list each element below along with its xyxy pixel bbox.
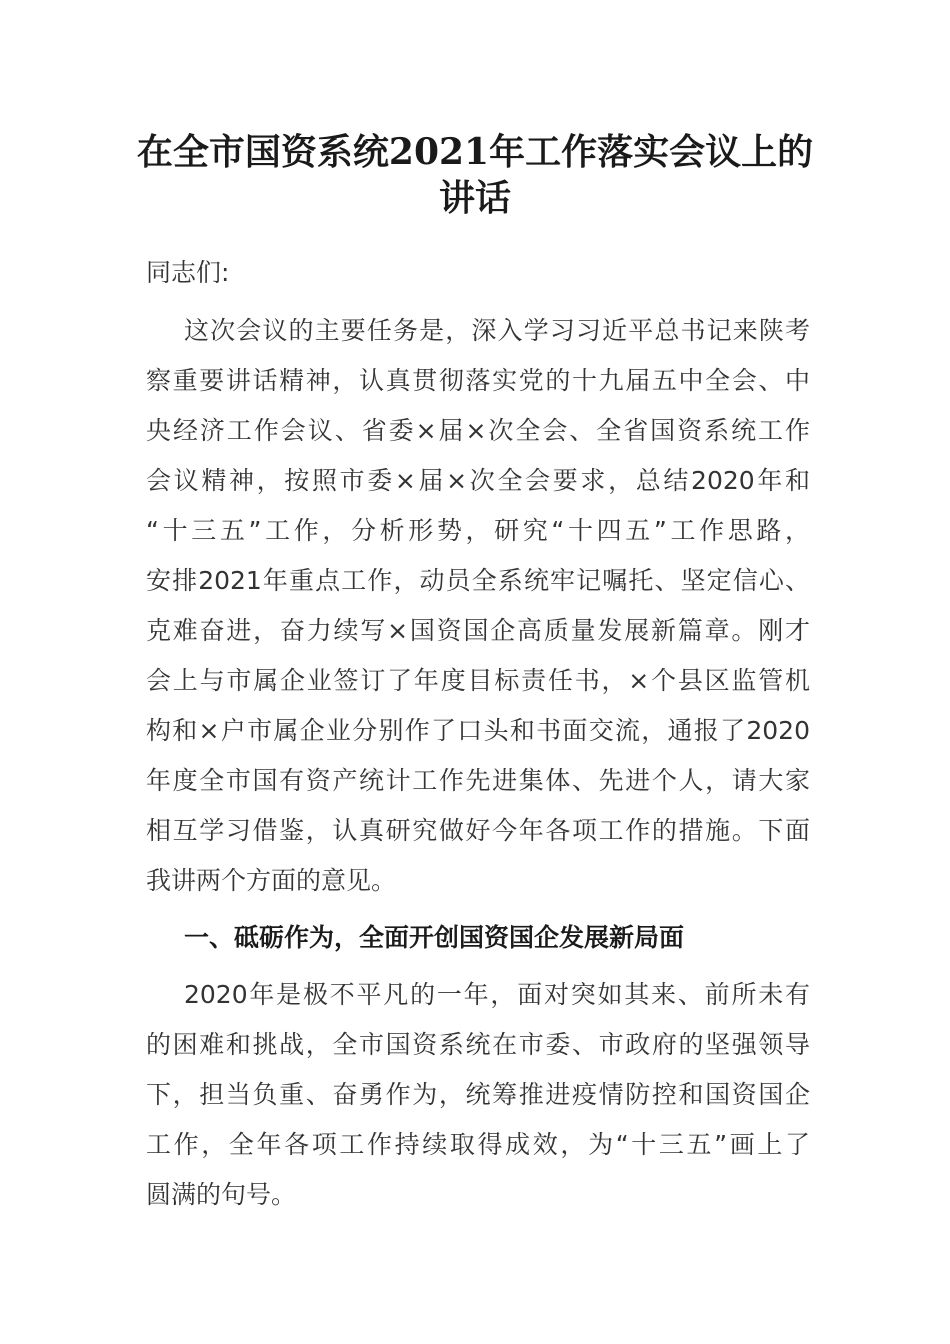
paragraph-1-line: 相互学习借鉴，认真研究做好今年各项工作的措施。下面	[146, 816, 810, 845]
paragraph-1-line: 央经济工作会议、省委×届×次全会、全省国资系统工作	[146, 416, 810, 445]
paragraph-1-line: 年度全市国有资产统计工作先进集体、先进个人，请大家	[146, 766, 810, 795]
paragraph-1-line: 会议精神，按照市委×届×次全会要求，总结2020年和	[146, 466, 810, 495]
paragraph-1-line: 这次会议的主要任务是，深入学习习近平总书记来陕考	[184, 316, 810, 345]
paragraph-2-line: 2020年是极不平凡的一年，面对突如其来、前所未有	[184, 980, 810, 1009]
document-title-line-2: 讲话	[438, 177, 511, 219]
section-1-heading: 一、砥砺作为，全面开创国资国企发展新局面	[184, 923, 685, 952]
paragraph-1-line: 会上与市属企业签订了年度目标责任书，×个县区监管机	[146, 666, 810, 695]
paragraph-2-line: 圆满的句号。	[146, 1180, 297, 1209]
paragraph-2-line: 下，担当负重、奋勇作为，统筹推进疫情防控和国资国企	[146, 1080, 810, 1109]
paragraph-1-line: 我讲两个方面的意见。	[146, 866, 397, 895]
paragraph-1-line: “十三五”工作，分析形势，研究“十四五”工作思路，	[146, 516, 810, 545]
salutation: 同志们:	[146, 258, 230, 287]
paragraph-1-line: 构和×户市属企业分别作了口头和书面交流，通报了2020	[146, 716, 810, 745]
paragraph-2-line: 工作，全年各项工作持续取得成效，为“十三五”画上了	[146, 1130, 810, 1159]
document-title-line-1: 在全市国资系统2021年工作落实会议上的	[136, 131, 814, 173]
paragraph-1-line: 安排2021年重点工作，动员全系统牢记嘱托、坚定信心、	[146, 566, 810, 595]
paragraph-1-line: 克难奋进，奋力续写×国资国企高质量发展新篇章。刚才	[146, 616, 810, 645]
paragraph-2-line: 的困难和挑战，全市国资系统在市委、市政府的坚强领导	[146, 1030, 810, 1059]
paragraph-1-line: 察重要讲话精神，认真贯彻落实党的十九届五中全会、中	[146, 366, 810, 395]
